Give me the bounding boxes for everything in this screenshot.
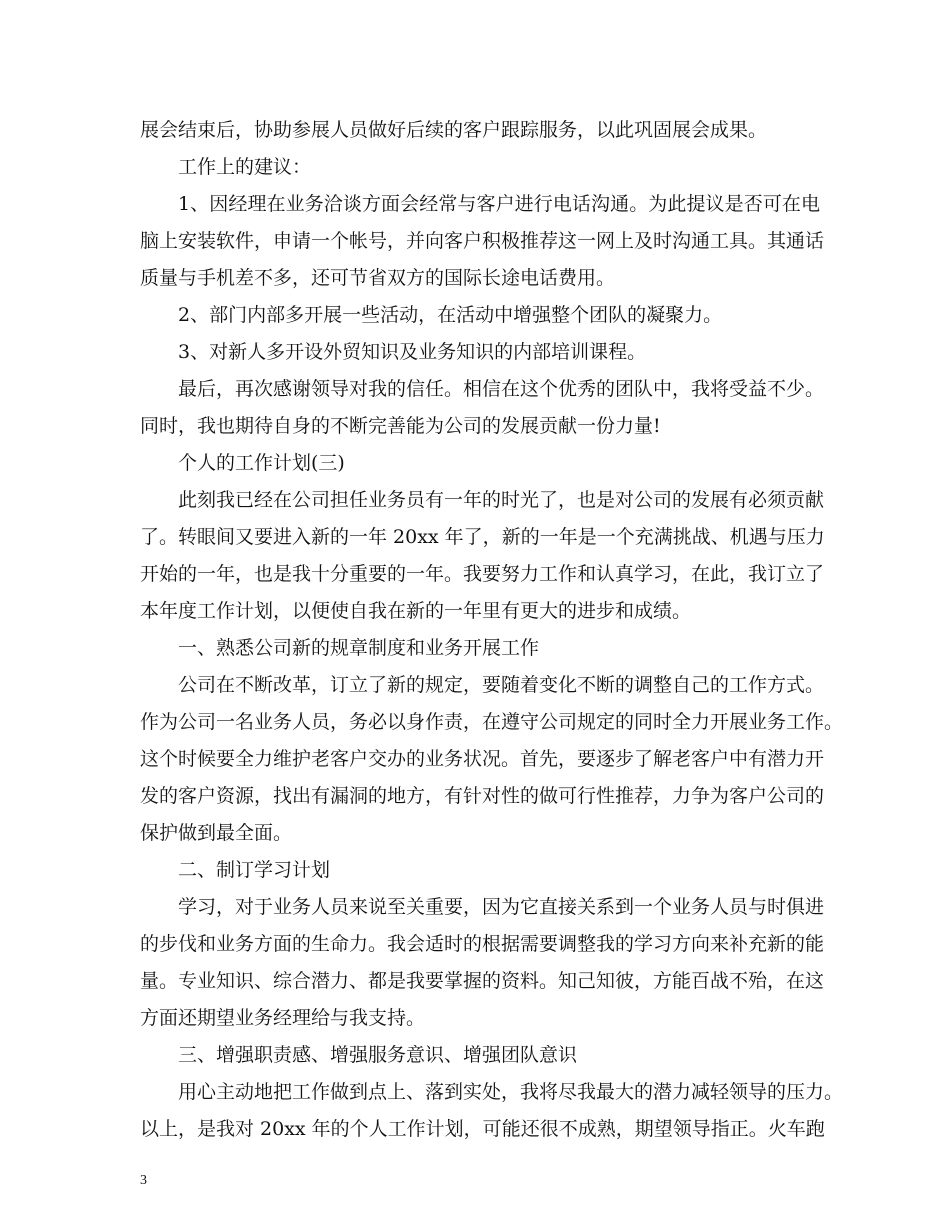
text-line: 了。转眼间又要进入新的一年 20xx 年了，新的一年是一个充满挑战、机遇与压力: [140, 526, 825, 548]
text-line: 方面还期望业务经理给与我支持。: [140, 1007, 426, 1029]
text-line: 学习，对于业务人员来说至关重要，因为它直接关系到一个业务人员与时俱进: [178, 896, 825, 918]
text-line: 保护做到最全面。: [140, 822, 293, 844]
section-heading: 个人的工作计划(三): [178, 452, 345, 474]
text-line: 作为公司一名业务人员，务必以身作责，在遵守公司规定的同时全力开展业务工作。: [140, 711, 844, 733]
text-line: 脑上安装软件，申请一个帐号，并向客户积极推荐这一网上及时沟通工具。其通话: [140, 230, 825, 252]
text-line: 开始的一年，也是我十分重要的一年。我要努力工作和认真学习，在此，我订立了: [140, 563, 825, 585]
text-line: 公司在不断改革，订立了新的规定，要随着变化不断的调整自己的工作方式。: [178, 674, 825, 696]
text-line: 1、因经理在业务洽谈方面会经常与客户进行电话沟通。为此提议是否可在电: [178, 193, 820, 215]
text-line: 量。专业知识、综合潜力、都是我要掌握的资料。知己知彼，方能百战不殆，在这: [140, 970, 825, 992]
text-line: 展会结束后，协助参展人员做好后续的客户跟踪服务，以此巩固展会成果。: [140, 119, 768, 141]
text-line: 最后，再次感谢领导对我的信任。相信在这个优秀的团队中，我将受益不少。: [178, 378, 825, 400]
text-line: 用心主动地把工作做到点上、落到实处，我将尽我最大的潜力减轻领导的压力。: [178, 1081, 844, 1103]
text-line: 发的客户资源，找出有漏洞的地方，有针对性的做可行性推荐，力争为客户公司的: [140, 785, 825, 807]
text-line: 的步伐和业务方面的生命力。我会适时的根据需要调整我的学习方向来补充新的能: [140, 933, 825, 955]
text-line: 以上，是我对 20xx 年的个人工作计划，可能还很不成熟，期望领导指正。火车跑: [140, 1118, 825, 1140]
text-line: 此刻我已经在公司担任业务员有一年的时光了，也是对公司的发展有必须贡献: [178, 489, 825, 511]
text-line: 同时，我也期待自身的不断完善能为公司的发展贡献一份力量!: [140, 415, 661, 437]
page-number: 3: [140, 1173, 147, 1188]
text-line: 这个时候要全力维护老客户交办的业务状况。首先，要逐步了解老客户中有潜力开: [140, 748, 825, 770]
section-heading: 二、制订学习计划: [178, 859, 331, 881]
section-heading: 工作上的建议：: [178, 156, 312, 178]
text-line: 本年度工作计划，以便使自我在新的一年里有更大的进步和成绩。: [140, 600, 692, 622]
text-line: 2、部门内部多开展一些活动，在活动中增强整个团队的凝聚力。: [178, 304, 723, 326]
text-line: 质量与手机差不多，还可节省双方的国际长途电话费用。: [140, 267, 616, 289]
section-heading: 三、增强职责感、增强服务意识、增强团队意识: [178, 1044, 578, 1066]
text-line: 3、对新人多开设外贸知识及业务知识的内部培训课程。: [178, 341, 647, 363]
section-heading: 一、熟悉公司新的规章制度和业务开展工作: [178, 637, 540, 659]
